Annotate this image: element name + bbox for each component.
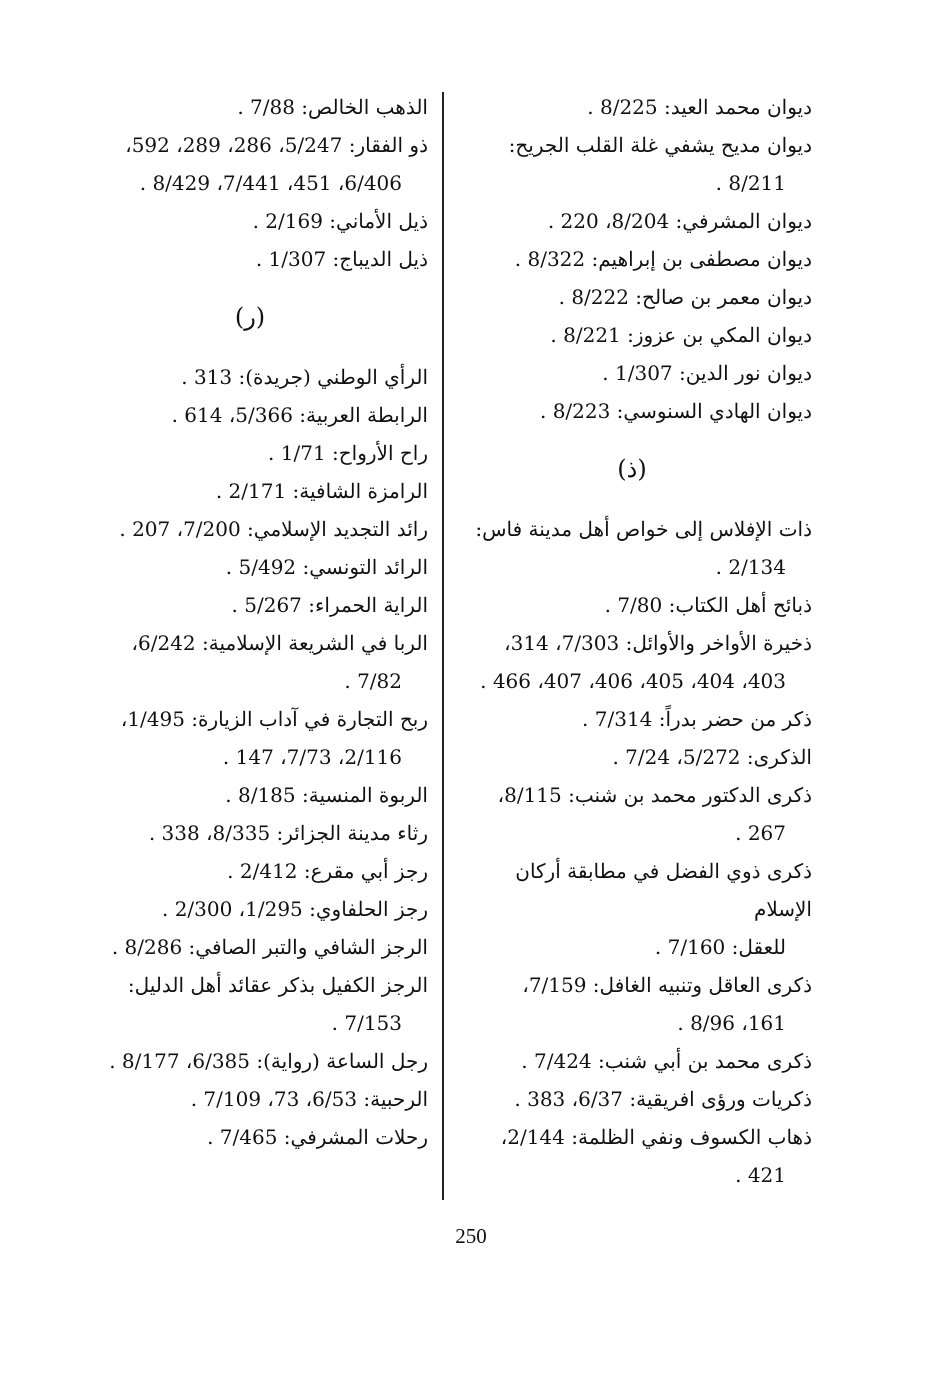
index-entry bbox=[452, 126, 812, 202]
index-entry bbox=[452, 624, 812, 700]
entry-line: ذكريات ورؤى افريقية: 6/37، 383 . bbox=[514, 1087, 812, 1111]
index-entry bbox=[72, 240, 428, 278]
entry-line: ذيل الديباج: 1/307 . bbox=[255, 247, 428, 271]
entry-continuation: للعقل: 7/160 . bbox=[654, 935, 786, 959]
right-column bbox=[452, 88, 812, 1194]
entry-line: الرأي الوطني (جريدة): 313 . bbox=[181, 365, 428, 389]
index-entry bbox=[452, 776, 812, 852]
right-entries-bottom bbox=[452, 510, 812, 1194]
entry-line: ربح التجارة في آداب الزيارة: 1/495، bbox=[120, 707, 428, 731]
entry-line: ذو الفقار: 5/247، 286، 289، 592، bbox=[125, 133, 428, 157]
entry-line: ذهاب الكسوف ونفي الظلمة: 2/144، bbox=[500, 1125, 812, 1149]
entry-line: ديوان معمر بن صالح: 8/222 . bbox=[558, 285, 812, 309]
entry-continuation: 403، 404، 405، 406، 407، 466 . bbox=[480, 669, 786, 693]
index-entry bbox=[72, 434, 428, 472]
section-letter-dhal: (ذ) bbox=[617, 455, 647, 483]
index-entry bbox=[72, 202, 428, 240]
entry-continuation: 2/134 . bbox=[715, 555, 786, 579]
entry-line: الربا في الشريعة الإسلامية: 6/242، bbox=[131, 631, 428, 655]
index-entry bbox=[452, 316, 812, 354]
index-entry bbox=[72, 88, 428, 126]
index-entry bbox=[72, 890, 428, 928]
entry-line: ذكر من حضر بدراً: 7/314 . bbox=[582, 707, 812, 731]
index-entry bbox=[452, 700, 812, 738]
entry-line: الرجز الكفيل بذكر عقائد أهل الدليل: bbox=[127, 973, 428, 997]
entry-line: الرائد التونسي: 5/492 . bbox=[225, 555, 428, 579]
index-entry bbox=[452, 586, 812, 624]
index-entry bbox=[452, 240, 812, 278]
entry-line: رحلات المشرفي: 7/465 . bbox=[207, 1125, 428, 1149]
entry-continuation: 7/153 . bbox=[331, 1011, 402, 1035]
index-entry bbox=[72, 586, 428, 624]
entry-continuation: 7/82 . bbox=[344, 669, 402, 693]
entry-line: راح الأرواح: 1/71 . bbox=[268, 441, 428, 465]
entry-line: ديوان محمد العيد: 8/225 . bbox=[587, 95, 812, 119]
entry-line: ديوان نور الدين: 1/307 . bbox=[602, 361, 812, 385]
index-entry bbox=[452, 88, 812, 126]
entry-line: رجز أبي مقرع: 2/412 . bbox=[227, 859, 428, 883]
entry-line: ديوان مصطفى بن إبراهيم: 8/322 . bbox=[514, 247, 812, 271]
entry-continuation: 161، 8/96 . bbox=[677, 1011, 786, 1035]
entry-line: ذكرى الدكتور محمد بن شنب: 8/115، bbox=[497, 783, 812, 807]
entry-line: الذهب الخالص: 7/88 . bbox=[237, 95, 428, 119]
entry-line: الرابطة العربية: 5/366، 614 . bbox=[171, 403, 428, 427]
section-letter-ra: (ر) bbox=[234, 303, 266, 331]
entry-line: ذكرى محمد بن أبي شنب: 7/424 . bbox=[521, 1049, 812, 1073]
entry-line: الذكرى: 5/272، 7/24 . bbox=[612, 745, 812, 769]
index-entry bbox=[452, 966, 812, 1042]
entry-line: رثاء مدينة الجزائر: 8/335، 338 . bbox=[148, 821, 428, 845]
entry-continuation: 6/406، 451، 7/441، 8/429 . bbox=[139, 171, 402, 195]
entry-line: ديوان المشرفي: 8/204، 220 . bbox=[547, 209, 812, 233]
left-entries-top bbox=[72, 88, 428, 278]
entry-line: ذات الإفلاس إلى خواص أهل مدينة فاس: bbox=[475, 517, 812, 541]
entry-line: الرجز الشافي والتبر الصافي: 8/286 . bbox=[111, 935, 428, 959]
column-divider bbox=[442, 92, 444, 1200]
left-entries-bottom bbox=[72, 358, 428, 1156]
index-entry bbox=[72, 510, 428, 548]
index-entry bbox=[72, 966, 428, 1042]
index-entry bbox=[452, 354, 812, 392]
index-entry bbox=[72, 126, 428, 202]
index-entry bbox=[72, 624, 428, 700]
index-entry bbox=[452, 1042, 812, 1080]
index-entry bbox=[72, 1118, 428, 1156]
index-entry bbox=[72, 852, 428, 890]
entry-continuation: 421 . bbox=[735, 1163, 786, 1187]
entry-line: رجز الحلفاوي: 1/295، 2/300 . bbox=[161, 897, 428, 921]
index-entry bbox=[72, 1042, 428, 1080]
index-entry bbox=[72, 1080, 428, 1118]
index-entry bbox=[72, 396, 428, 434]
entry-line: ذكرى العاقل وتنبيه الغافل: 7/159، bbox=[522, 973, 812, 997]
entry-continuation: 267 . bbox=[735, 821, 786, 845]
entry-line: الرحبية: 6/53، 73، 7/109 . bbox=[190, 1087, 428, 1111]
index-entry bbox=[452, 278, 812, 316]
entry-line: ديوان مديح يشفي غلة القلب الجريح: bbox=[508, 133, 812, 157]
entry-line: الرامزة الشافية: 2/171 . bbox=[215, 479, 428, 503]
index-entry bbox=[72, 928, 428, 966]
index-entry bbox=[452, 510, 812, 586]
index-entry bbox=[72, 472, 428, 510]
page-number: 250 bbox=[455, 1224, 487, 1248]
entry-line: ذخيرة الأواخر والأوائل: 7/303، 314، bbox=[504, 631, 812, 655]
entry-line: ذيل الأماني: 2/169 . bbox=[252, 209, 428, 233]
entry-continuation: 2/116، 7/73، 147 . bbox=[222, 745, 402, 769]
index-entry bbox=[72, 814, 428, 852]
index-entry bbox=[452, 738, 812, 776]
index-entry bbox=[452, 202, 812, 240]
index-entry bbox=[452, 1118, 812, 1194]
index-entry bbox=[72, 358, 428, 396]
entry-line: ديوان المكي بن عزوز: 8/221 . bbox=[550, 323, 812, 347]
index-entry bbox=[452, 1080, 812, 1118]
index-entry bbox=[72, 700, 428, 776]
index-entry bbox=[452, 852, 812, 966]
entry-continuation: 8/211 . bbox=[715, 171, 786, 195]
right-entries-top bbox=[452, 88, 812, 430]
entry-line: ذكرى ذوي الفضل في مطابقة أركان الإسلام bbox=[515, 859, 812, 921]
entry-line: الراية الحمراء: 5/267 . bbox=[231, 593, 428, 617]
entry-line: ذبائح أهل الكتاب: 7/80 . bbox=[604, 593, 812, 617]
entry-line: الربوة المنسية: 8/185 . bbox=[225, 783, 428, 807]
left-column bbox=[72, 88, 428, 1156]
index-entry bbox=[452, 392, 812, 430]
entry-line: رجل الساعة (رواية): 6/385، 8/177 . bbox=[109, 1049, 428, 1073]
index-entry bbox=[72, 548, 428, 586]
entry-line: ديوان الهادي السنوسي: 8/223 . bbox=[539, 399, 812, 423]
entry-line: رائد التجديد الإسلامي: 7/200، 207 . bbox=[119, 517, 428, 541]
index-entry bbox=[72, 776, 428, 814]
